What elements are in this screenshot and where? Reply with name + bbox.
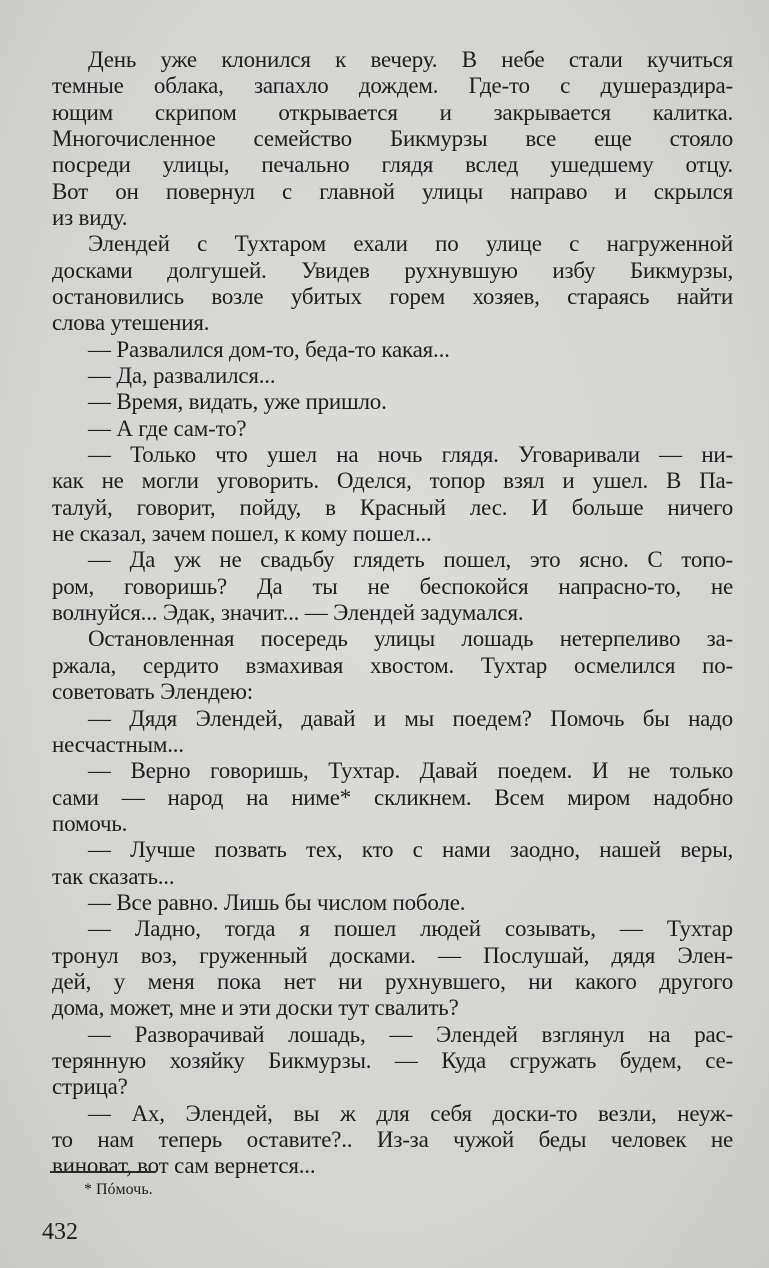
text-line: виноват, вот сам вернется...	[52, 1153, 316, 1179]
footnote-divider	[50, 1171, 156, 1173]
text-line: — Только что ушел на ночь глядя. Уговаривали — ни-	[88, 442, 733, 468]
text-line: советовать Элендею:	[52, 679, 253, 705]
text-line: — Да, развалился...	[88, 363, 276, 389]
text-line: талуй, говорит, пойду, в Красный лес. И больше ничего	[52, 494, 733, 520]
text-line: День уже клонился к вечеру. В небе стали кучиться	[88, 47, 733, 72]
text-line: — А где сам-то?	[88, 415, 247, 441]
text-line: из виду.	[52, 205, 128, 231]
text-line: не сказал, зачем пошел, к кому пошел...	[52, 521, 432, 547]
text-line: — Ладно, тогда я пошел людей созывать, — Тухтар	[88, 916, 733, 942]
text-line: как не могли уговорить. Оделся, топор взял и ушел. В Па-	[52, 468, 733, 494]
text-line: помочь.	[52, 810, 128, 836]
text-line: то нам теперь оставите?.. Из-за чужой беды человек не	[52, 1126, 733, 1152]
text-line: — Все равно. Лишь бы числом поболе.	[88, 889, 466, 915]
text-line: так сказать...	[52, 863, 175, 889]
text-line: — Да уж не свадьбу глядеть пошел, это ясно. С топо-	[88, 547, 733, 573]
footnote: * Пóмочь.	[84, 1181, 153, 1198]
text-line: сами — народ на ниме* скликнем. Всем миром надобно	[52, 784, 733, 810]
page-number: 432	[42, 1219, 78, 1245]
text-line: тронул воз, груженный досками. — Послушай, дядя Элен-	[52, 942, 733, 968]
text-line: — Ах, Элендей, вы ж для себя доски-то везли, неуж-	[88, 1100, 733, 1126]
text-line: Элендей с Тухтаром ехали по улице с нагруженной	[88, 231, 733, 257]
text-line: — Развалился дом-то, беда-то какая...	[88, 336, 450, 362]
text-line: волнуйся... Эдак, значит... — Элендей задумался.	[52, 600, 524, 626]
text-line: — Верно говоришь, Тухтар. Давай поедем. И не только	[88, 758, 733, 784]
text-line: — Разворачивай лошадь, — Элендей взглянул на рас-	[88, 1021, 733, 1047]
text-line: ржала, сердито взмахивая хвостом. Тухтар осмелился по-	[52, 652, 733, 678]
text-line: несчастным...	[52, 731, 184, 757]
text-line: дома, может, мне и эти доски тут свалить?	[52, 995, 459, 1021]
text-line: посреди улицы, печально глядя вслед ушедшему отцу.	[52, 152, 733, 178]
text-line: дей, у меня пока нет ни рухнувшего, ни какого другого	[52, 968, 733, 994]
text-line: Многочисленное семейство Бикмурзы все еще стояло	[52, 126, 733, 152]
text-line: слова утешения.	[52, 310, 210, 336]
text-line: — Лучше позвать тех, кто с нами заодно, нашей веры,	[88, 837, 733, 863]
text-line: остановились возле убитых горем хозяев, стараясь найти	[52, 284, 733, 310]
text-line: темные облака, запахло дождем. Где-то с душераздира-	[52, 73, 733, 99]
text-line: Остановленная посередь улицы лошадь нетерпеливо за-	[88, 626, 733, 652]
text-line: — Дядя Элендей, давай и мы поедем? Помочь бы надо	[88, 705, 733, 731]
text-line: Вот он повернул с главной улицы направо и скрылся	[52, 178, 733, 204]
text-line: терянную хозяйку Бикмурзы. — Куда сгружать будем, се-	[52, 1047, 733, 1073]
text-line: стрица?	[52, 1074, 128, 1100]
text-line: ющим скрипом открывается и закрывается калитка.	[52, 99, 733, 125]
text-line: ром, говоришь? Да ты не беспокойся напрасно-то, не	[52, 573, 733, 599]
text-line: — Время, видать, уже пришло.	[88, 389, 387, 415]
text-line: досками долгушей. Увидев рухнувшую избу Бикмурзы,	[52, 257, 733, 283]
